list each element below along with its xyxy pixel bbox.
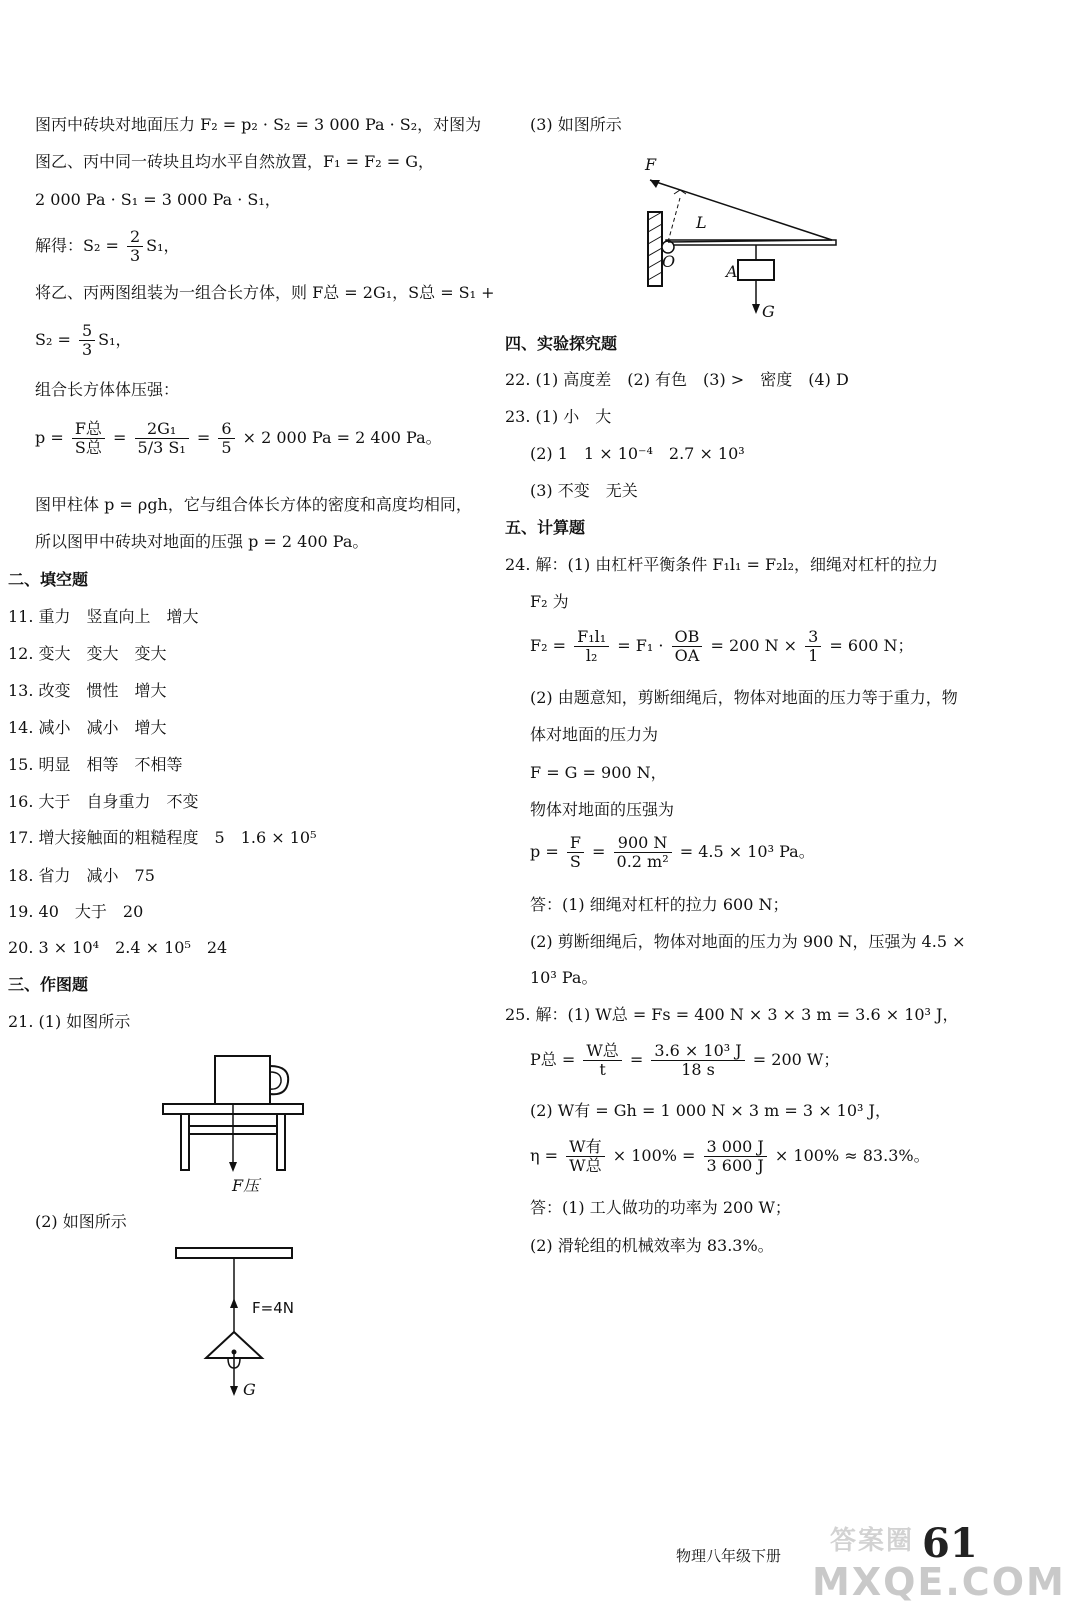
- answer-line: F = G = 900 N，: [530, 763, 667, 782]
- arm-label: L: [696, 213, 707, 232]
- numerator: 3 000 J: [704, 1138, 767, 1157]
- answer-line: (3) 不变 无关: [530, 481, 638, 500]
- denominator: 0.2 m²: [616, 852, 669, 871]
- text-line: 所以图甲中砖块对地面的压强 p = 2 400 Pa。: [35, 532, 369, 551]
- numerator: W总: [583, 1042, 621, 1061]
- eq-text: = F₁ ·: [612, 636, 669, 655]
- answer-line: 13. 改变 惯性 增大: [8, 681, 167, 700]
- fraction: [805, 628, 821, 665]
- numerator: 5: [79, 322, 95, 341]
- denominator: l₂: [585, 646, 598, 665]
- fraction: [566, 1138, 604, 1175]
- denominator: 3: [81, 340, 93, 359]
- answer-line: 24. 解：(1) 由杠杆平衡条件 F₁l₁ = F₂l₂，细绳对杠杆的拉力: [505, 555, 939, 574]
- gravity-label: G: [243, 1380, 256, 1399]
- answer-line: (3) 如图所示: [530, 115, 622, 134]
- fraction: [127, 228, 143, 265]
- numerator: F: [567, 834, 584, 853]
- text-line: 2 000 Pa · S₁ = 3 000 Pa · S₁，: [35, 190, 281, 209]
- fraction: [218, 420, 234, 457]
- section-heading: 四、实验探究题: [505, 334, 618, 353]
- denominator: 18 s: [681, 1060, 715, 1079]
- fraction: [79, 322, 95, 359]
- eq-text: =: [191, 428, 216, 447]
- answer-line: 答：(1) 细绳对杠杆的拉力 600 N；: [530, 895, 789, 914]
- denominator: W总: [569, 1156, 602, 1175]
- answer-line: (2) 如图所示: [35, 1212, 127, 1231]
- eq-text: × 2 000 Pa = 2 400 Pa。: [237, 428, 442, 447]
- numerator: 6: [218, 420, 234, 439]
- text-line: 组合长方体体压强：: [35, 380, 180, 399]
- answer-line: 17. 增大接触面的粗糙程度 5 1.6 × 10⁵: [8, 828, 317, 847]
- answer-line: 18. 省力 减小 75: [8, 866, 155, 885]
- section-heading: 五、计算题: [505, 518, 586, 537]
- answer-line: (2) 1 1 × 10⁻⁴ 2.7 × 10³: [530, 444, 745, 463]
- answer-line: 23. (1) 小 大: [505, 407, 612, 426]
- numerator: 3: [805, 628, 821, 647]
- eq-text: S₁，: [98, 330, 132, 349]
- eq-text: =: [107, 428, 132, 447]
- answer-line: F₂ 为: [530, 592, 569, 611]
- answer-line: 物体对地面的压强为: [530, 800, 675, 819]
- fraction: [704, 1138, 767, 1175]
- fraction: [651, 1042, 744, 1079]
- answer-line: 25. 解：(1) W总 = Fs = 400 N × 3 × 3 m = 3.6 × 10³ J，: [505, 1005, 959, 1024]
- denominator: 3: [129, 246, 141, 265]
- force-label: F: [645, 155, 657, 174]
- eq-text: S₁，: [146, 236, 180, 255]
- denominator: 3 600 J: [706, 1156, 764, 1175]
- answer-line: 体对地面的压力为: [530, 725, 659, 744]
- answer-line: (2) W有 = Gh = 1 000 N × 3 m = 3 × 10³ J，: [530, 1101, 891, 1120]
- denominator: OA: [674, 646, 700, 665]
- equation-line: [530, 1042, 839, 1079]
- fraction: [614, 834, 672, 871]
- numerator: 2: [127, 228, 143, 247]
- equation-line: [35, 420, 442, 457]
- numerator: W有: [566, 1138, 604, 1157]
- eq-text: F₂ =: [530, 636, 572, 655]
- answer-line: 11. 重力 竖直向上 增大: [8, 607, 199, 626]
- denominator: S总: [74, 438, 102, 457]
- answer-line: 15. 明显 相等 不相等: [8, 755, 183, 774]
- eq-text: p =: [35, 428, 69, 447]
- eq-text: × 100% ≈ 83.3%。: [769, 1146, 930, 1165]
- text-line: 将乙、丙两图组装为一组合长方体，则 F总 = 2G₁，S总 = S₁ +: [35, 283, 495, 302]
- eq-text: 解得：S₂ =: [35, 236, 124, 255]
- eq-text: =: [586, 842, 611, 861]
- answer-line: 21. (1) 如图所示: [8, 1012, 131, 1031]
- numerator: 2G₁: [135, 420, 189, 439]
- eq-text: P总 =: [530, 1050, 581, 1069]
- eq-text: = 200 N ×: [705, 636, 803, 655]
- pivot-label: O: [662, 252, 676, 271]
- denominator: S: [569, 852, 581, 871]
- answer-line: 10³ Pa。: [530, 968, 598, 987]
- page-number: 61: [922, 1520, 978, 1567]
- equation-line: [35, 228, 180, 265]
- equation-line: [530, 1138, 930, 1175]
- gravity-label: G: [762, 302, 775, 321]
- numerator: 3.6 × 10³ J: [651, 1042, 744, 1061]
- section-heading: 二、填空题: [8, 570, 89, 589]
- section-heading: 三、作图题: [8, 975, 89, 994]
- denominator: 1: [808, 646, 819, 665]
- answer-line: 14. 减小 减小 增大: [8, 718, 167, 737]
- point-label: A: [726, 262, 738, 281]
- text-line: 图乙、丙中同一砖块且均水平自然放置，F₁ = F₂ = G，: [35, 152, 434, 171]
- eq-text: × 100% =: [607, 1146, 701, 1165]
- answer-line: 22. (1) 高度差 (2) 有色 (3) > 密度 (4) D: [505, 370, 849, 389]
- answer-line: 答：(1) 工人做功的功率为 200 W；: [530, 1198, 791, 1217]
- fraction: [567, 834, 584, 871]
- equation-line: [530, 834, 815, 871]
- answer-line: 16. 大于 自身重力 不变: [8, 792, 199, 811]
- footer-title: 物理八年级下册: [676, 1547, 782, 1565]
- answer-line: (2) 剪断细绳后，物体对地面的压力为 900 N，压强为 4.5 ×: [530, 932, 966, 951]
- equation-line: [35, 322, 132, 359]
- text-line: 图丙中砖块对地面压力 F₂ = p₂ · S₂ = 3 000 Pa · S₂，对图为: [35, 115, 482, 134]
- answer-line: 12. 变大 变大 变大: [8, 644, 167, 663]
- fraction: [574, 628, 609, 665]
- hanging-lamp-figure: [170, 1240, 300, 1400]
- fraction: [672, 628, 703, 665]
- denominator: 5/3 S₁: [137, 438, 186, 457]
- fraction: [583, 1042, 621, 1079]
- fraction: [72, 420, 105, 457]
- watermark: MXQE.COM: [812, 1560, 1066, 1604]
- answer-line: 19. 40 大于 20: [8, 902, 144, 921]
- numerator: F₁l₁: [574, 628, 609, 647]
- answer-line: 20. 3 × 10⁴ 2.4 × 10⁵ 24: [8, 938, 228, 957]
- lever-figure: [640, 150, 840, 320]
- numerator: F总: [72, 420, 105, 439]
- eq-text: S₂ =: [35, 330, 76, 349]
- force-label: F压: [232, 1176, 260, 1195]
- eq-text: = 200 W；: [747, 1050, 840, 1069]
- watermark-cn: 答案圈: [830, 1526, 915, 1556]
- text-line: 图甲柱体 p = ρgh，它与组合体长方体的密度和高度均相同，: [35, 495, 472, 514]
- eq-text: = 4.5 × 10³ Pa。: [674, 842, 815, 861]
- numerator: OB: [672, 628, 703, 647]
- eq-text: p =: [530, 842, 564, 861]
- eq-text: =: [624, 1050, 649, 1069]
- equation-line: [530, 628, 914, 665]
- answer-line: (2) 滑轮组的机械效率为 83.3%。: [530, 1236, 774, 1255]
- numerator: 900 N: [614, 834, 672, 853]
- denominator: 5: [221, 438, 232, 457]
- eq-text: = 600 N；: [824, 636, 914, 655]
- force-label: F=4N: [252, 1299, 294, 1317]
- answer-line: (2) 由题意知，剪断细绳后，物体对地面的压力等于重力，物: [530, 688, 958, 707]
- fraction: [135, 420, 189, 457]
- eq-text: η =: [530, 1146, 564, 1165]
- denominator: t: [599, 1060, 606, 1079]
